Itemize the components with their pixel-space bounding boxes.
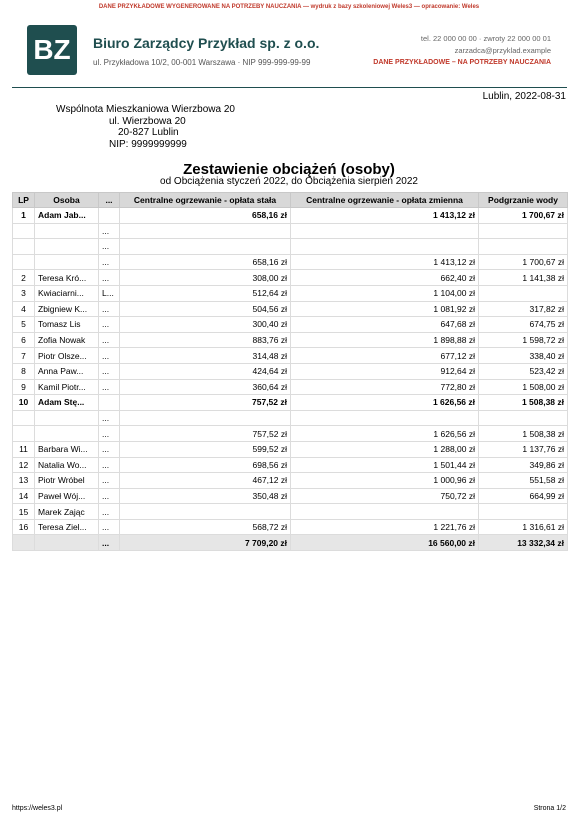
recipient-street: ul. Wierzbowa 20 [109,115,186,127]
cell-water-heating: 1 508,38 zł [479,426,568,442]
cell-dots: ... [99,379,120,395]
table-row [13,270,568,286]
cell-osoba: Anna Paw... [35,363,99,379]
header-divider [12,87,567,88]
cell-fixed-heating: 883,76 zł [120,332,291,348]
cell-variable-heating [291,504,479,520]
header-variable-heating: Centralne ogrzewanie - opłata zmienna [291,193,479,208]
cell-lp: 13 [13,473,35,489]
cell-osoba: Piotr Olsze... [35,348,99,364]
cell-water-heating [479,504,568,520]
cell-dots: ... [99,301,120,317]
recipient-city: 20-827 Lublin [118,127,179,138]
cell-fixed-heating: 698,56 zł [120,457,291,473]
table-row [13,488,568,504]
table-row [13,223,568,239]
cell-variable-heating: 750,72 zł [291,488,479,504]
cell-water-heating [479,223,568,239]
cell-variable-heating [291,410,479,426]
table-row [13,426,568,442]
cell-lp: 8 [13,363,35,379]
cell-water-heating: 1 700,67 zł [479,208,568,224]
cell-osoba [35,426,99,442]
cell-fixed-heating: 568,72 zł [120,519,291,535]
header-water-heating: Podgrzanie wody [479,193,568,208]
cell-osoba [35,223,99,239]
cell-osoba: Piotr Wróbel [35,473,99,489]
cell-water-heating: 1 508,38 zł [479,395,568,411]
cell-water-heating [479,285,568,301]
total-fixed-heating: 7 709,20 zł [120,535,291,551]
cell-variable-heating: 1 898,88 zł [291,332,479,348]
top-banner: DANE PRZYKŁADOWE WYGENEROWANE NA POTRZEBY NAUCZANIA — wydruk z bazy szkoleniowej Weles3 — opracowanie: Weles [98,4,480,10]
total-lp [13,535,35,551]
cell-variable-heating: 1 626,56 zł [291,395,479,411]
cell-osoba: Adam Jab... [35,208,99,224]
cell-variable-heating: 647,68 zł [291,317,479,333]
header-lp: LP [13,193,35,208]
table-row [13,410,568,426]
table-row [13,285,568,301]
cell-dots: ... [99,363,120,379]
cell-water-heating [479,410,568,426]
cell-osoba: Kamil Piotr... [35,379,99,395]
header-fixed-heating: Centralne ogrzewanie - opłata stała [120,193,291,208]
cell-osoba: Adam Stę... [35,395,99,411]
table-header-row [13,193,568,208]
cell-variable-heating: 772,80 zł [291,379,479,395]
cell-water-heating: 1 700,67 zł [479,254,568,270]
cell-water-heating: 317,82 zł [479,301,568,317]
cell-fixed-heating: 360,64 zł [120,379,291,395]
recipient-nip: NIP: 9999999999 [109,138,187,150]
cell-lp: 15 [13,504,35,520]
cell-dots: ... [99,270,120,286]
cell-dots [99,395,120,411]
cell-lp: 4 [13,301,35,317]
cell-lp [13,410,35,426]
cell-dots: ... [99,239,120,255]
cell-variable-heating: 1 501,44 zł [291,457,479,473]
cell-dots: ... [99,473,120,489]
cell-variable-heating: 1 288,00 zł [291,441,479,457]
cell-water-heating: 551,58 zł [479,473,568,489]
cell-osoba: Kwiaciarni... [35,285,99,301]
cell-osoba: Barbara Wi... [35,441,99,457]
contact-notice: DANE PRZYKŁADOWE – NA POTRZEBY NAUCZANIA [373,59,551,66]
table-row [13,379,568,395]
cell-water-heating: 1 508,00 zł [479,379,568,395]
cell-water-heating: 664,99 zł [479,488,568,504]
cell-dots: ... [99,317,120,333]
cell-lp: 9 [13,379,35,395]
recipient-block [56,104,235,150]
cell-lp: 7 [13,348,35,364]
cell-osoba: Tomasz Lis [35,317,99,333]
cell-variable-heating: 1 104,00 zł [291,285,479,301]
contact-email: zarzadca@przyklad.example [454,46,551,55]
cell-lp [13,426,35,442]
cell-dots: ... [99,488,120,504]
cell-lp: 11 [13,441,35,457]
company-contact [373,33,551,69]
cell-fixed-heating [120,504,291,520]
cell-water-heating: 1 316,61 zł [479,519,568,535]
cell-variable-heating [291,239,479,255]
cell-dots: ... [99,348,120,364]
report-subtitle: od Obciążenia styczeń 2022, do Obciążenia sierpień 2022 [160,176,418,187]
table-row [13,441,568,457]
cell-osoba [35,410,99,426]
cell-lp: 14 [13,488,35,504]
table-row [13,317,568,333]
cell-fixed-heating: 314,48 zł [120,348,291,364]
cell-lp [13,223,35,239]
cell-dots: ... [99,441,120,457]
cell-lp: 16 [13,519,35,535]
table-row [13,348,568,364]
table-row [13,504,568,520]
table-row [13,473,568,489]
cell-dots: ... [99,504,120,520]
contact-phone: tel. 22 000 00 00 · zwroty 22 000 00 01 [420,34,551,43]
cell-water-heating: 1 598,72 zł [479,332,568,348]
cell-dots: ... [99,519,120,535]
cell-fixed-heating: 300,40 zł [120,317,291,333]
cell-variable-heating: 1 413,12 zł [291,208,479,224]
total-water-heating: 13 332,34 zł [479,535,568,551]
cell-lp [13,254,35,270]
cell-water-heating: 338,40 zł [479,348,568,364]
cell-variable-heating: 1 221,76 zł [291,519,479,535]
table-row [13,301,568,317]
company-name: Biuro Zarządcy Przykład sp. z o.o. [93,35,320,51]
total-dots: ... [99,535,120,551]
cell-fixed-heating: 658,16 zł [120,208,291,224]
company-address: ul. Przykładowa 10/2, 00-001 Warszawa · NIP 999-999-99-99 [93,58,311,67]
table-row [13,395,568,411]
cell-lp: 10 [13,395,35,411]
cell-fixed-heating [120,223,291,239]
cell-water-heating: 674,75 zł [479,317,568,333]
cell-dots [99,208,120,224]
cell-water-heating: 523,42 zł [479,363,568,379]
table-row [13,254,568,270]
cell-fixed-heating: 512,64 zł [120,285,291,301]
cell-lp: 2 [13,270,35,286]
table-row [13,363,568,379]
charges-table [12,192,568,551]
cell-water-heating [479,239,568,255]
cell-osoba: Zbigniew K... [35,301,99,317]
cell-variable-heating: 1 081,92 zł [291,301,479,317]
company-logo: BZ [27,25,77,75]
footer-page-number: Strona 1/2 [533,805,566,812]
cell-water-heating: 1 141,38 zł [479,270,568,286]
cell-dots: ... [99,457,120,473]
cell-fixed-heating [120,239,291,255]
cell-osoba: Marek Zając [35,504,99,520]
cell-dots: ... [99,254,120,270]
cell-water-heating: 349,86 zł [479,457,568,473]
cell-osoba [35,254,99,270]
cell-osoba: Zofia Nowak [35,332,99,348]
header-osoba: Osoba [35,193,99,208]
cell-fixed-heating: 467,12 zł [120,473,291,489]
cell-dots: ... [99,410,120,426]
cell-variable-heating: 677,12 zł [291,348,479,364]
cell-dots: ... [99,332,120,348]
table-row [13,519,568,535]
total-row [13,535,568,551]
table-row [13,239,568,255]
cell-osoba [35,239,99,255]
footer-url[interactable]: https://weles3.pl [12,805,63,812]
report-title: Zestawienie obciążeń (osoby) [183,161,395,178]
cell-variable-heating: 912,64 zł [291,363,479,379]
cell-variable-heating: 662,40 zł [291,270,479,286]
recipient-name: Wspólnota Mieszkaniowa Wierzbowa 20 [56,104,235,115]
cell-lp: 12 [13,457,35,473]
cell-fixed-heating: 504,56 zł [120,301,291,317]
cell-fixed-heating [120,410,291,426]
cell-variable-heating: 1 413,12 zł [291,254,479,270]
cell-variable-heating [291,223,479,239]
table-row [13,208,568,224]
cell-variable-heating: 1 626,56 zł [291,426,479,442]
document-date: Lublin, 2022-08-31 [482,91,566,102]
cell-osoba: Teresa Kró... [35,270,99,286]
cell-osoba: Paweł Wój... [35,488,99,504]
cell-dots: ... [99,223,120,239]
cell-variable-heating: 1 000,96 zł [291,473,479,489]
cell-lp: 5 [13,317,35,333]
cell-fixed-heating: 757,52 zł [120,395,291,411]
cell-dots: ... [99,426,120,442]
total-variable-heating: 16 560,00 zł [291,535,479,551]
cell-fixed-heating: 308,00 zł [120,270,291,286]
cell-fixed-heating: 350,48 zł [120,488,291,504]
cell-lp [13,239,35,255]
header-more: ... [99,193,120,208]
cell-osoba: Natalia Wo... [35,457,99,473]
cell-fixed-heating: 757,52 zł [120,426,291,442]
cell-lp: 1 [13,208,35,224]
cell-lp: 3 [13,285,35,301]
cell-dots: L... [99,285,120,301]
cell-water-heating: 1 137,76 zł [479,441,568,457]
table-row [13,332,568,348]
table-row [13,457,568,473]
cell-fixed-heating: 424,64 zł [120,363,291,379]
cell-lp: 6 [13,332,35,348]
cell-osoba: Teresa Ziel... [35,519,99,535]
cell-fixed-heating: 658,16 zł [120,254,291,270]
total-osoba [35,535,99,551]
cell-fixed-heating: 599,52 zł [120,441,291,457]
